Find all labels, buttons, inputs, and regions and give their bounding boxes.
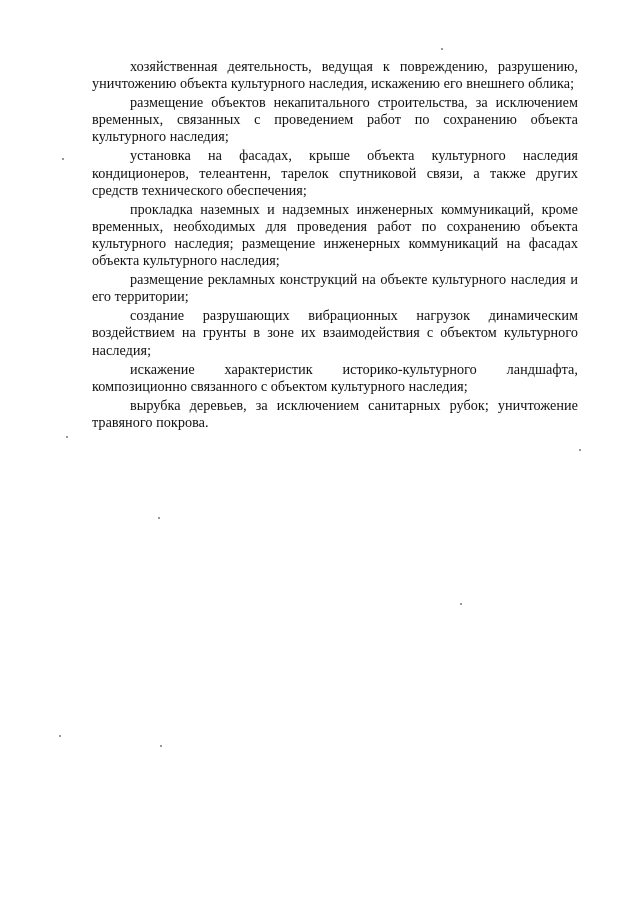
paragraph-landscape-distortion: искажение характеристик историко-культурного ландшафта, композиционно связанного с объектом культурного наследия;: [92, 361, 578, 395]
paragraph-engineering-utilities: прокладка наземных и надземных инженерных коммуникаций, кроме временных, необходимых для проведения работ по сохранению объекта культурного наследия; размещение инженерных коммуникаций на фасадах объекта культурного наследия;: [92, 201, 578, 270]
scan-speck: [62, 158, 64, 160]
paragraph-prohibited-activity: хозяйственная деятельность, ведущая к повреждению, разрушению, уничтожению объекта культурного наследия, искажению его внешнего облика;: [92, 59, 578, 93]
paragraph-vibration-loads: создание разрушающих вибрационных нагрузок динамическим воздействием на грунты в зоне их взаимодействия с объектом культурного наследия;: [92, 308, 578, 359]
paragraph-temporary-structures: размещение объектов некапитального строительства, за исключением временных, связанных с проведением работ по сохранению объекта культурного наследия;: [92, 95, 578, 146]
scan-speck: [441, 48, 443, 50]
scan-speck: [460, 603, 462, 605]
scan-speck: [158, 517, 160, 519]
scan-speck: [579, 449, 581, 451]
scan-speck: [59, 735, 61, 737]
scan-speck: [66, 436, 68, 438]
paragraph-tree-felling: вырубка деревьев, за исключением санитарных рубок; уничтожение травяного покрова.: [92, 397, 578, 431]
document-body: [92, 59, 578, 434]
scan-speck: [160, 745, 162, 747]
paragraph-facade-equipment: установка на фасадах, крыше объекта культурного наследия кондиционеров, телеантенн, тарелок спутниковой связи, а также других средств технического обеспечения;: [92, 148, 578, 199]
paragraph-advertising: размещение рекламных конструкций на объекте культурного наследия и его территории;: [92, 272, 578, 306]
